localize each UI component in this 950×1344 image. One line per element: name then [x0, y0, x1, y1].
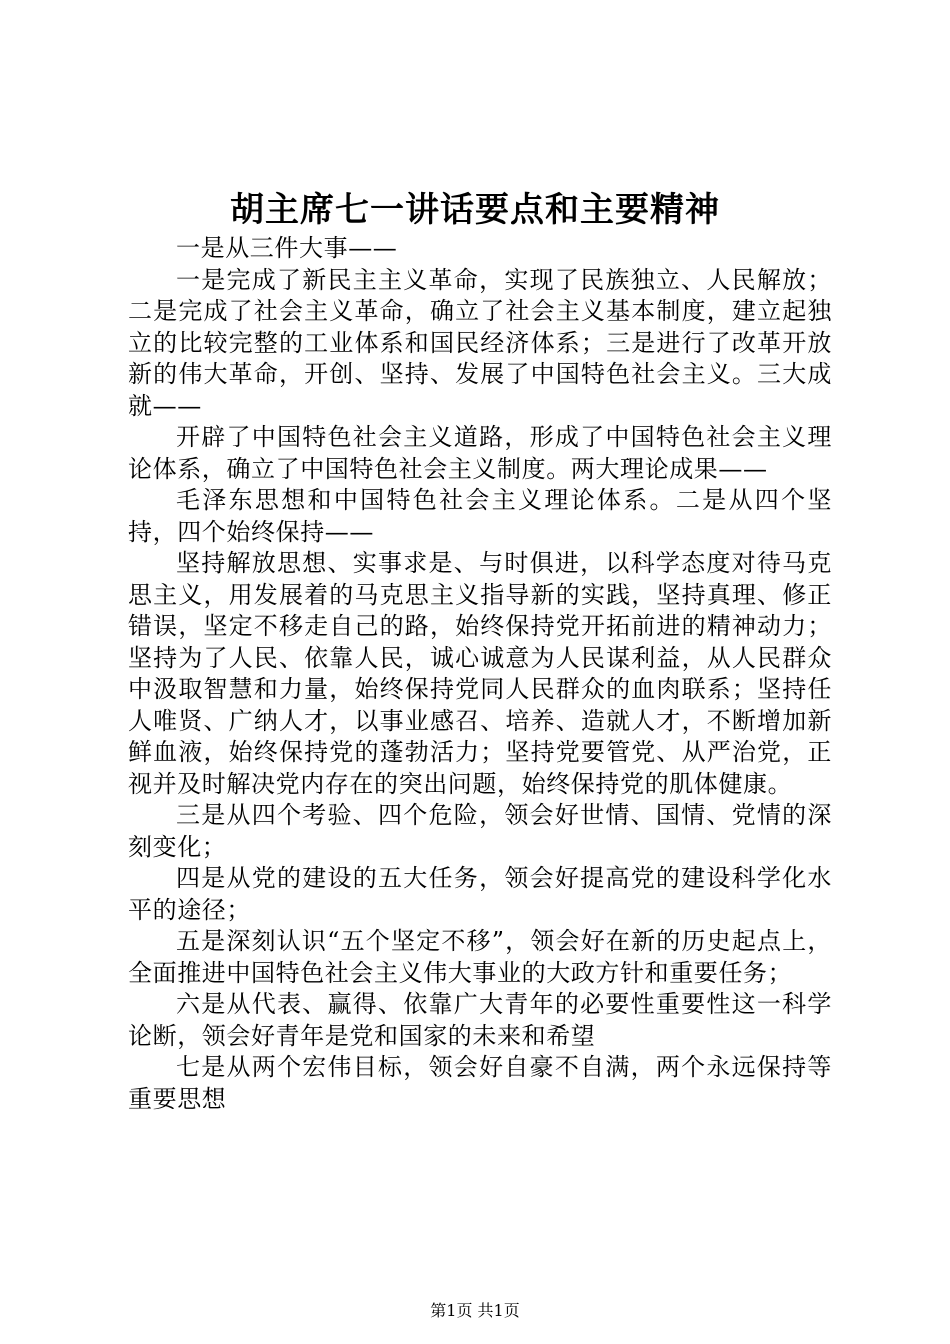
document-title: 胡主席七一讲话要点和主要精神: [230, 190, 720, 230]
document-body: [128, 233, 832, 1115]
paragraph: 六是从代表、赢得、依靠广大青年的必要性重要性这一科学论断，领会好青年是党和国家的未来和希望: [128, 990, 832, 1050]
paragraph: 坚持解放思想、实事求是、与时俱进，以科学态度对待马克思主义，用发展着的马克思主义指导新的实践，坚持真理、修正错误，坚定不移走自己的路，始终保持党开拓前进的精神动力；坚持为了人民、依靠人民，诚心诚意为人民谋利益，从人民群众中汲取智慧和力量，始终保持党同人民群众的血肉联系；坚持任人唯贤、广纳人才，以事业感召、培养、造就人才，不断增加新鲜血液，始终保持党的蓬勃活力；坚持党要管党、从严治党，正视并及时解决党内存在的突出问题，始终保持党的肌体健康。: [128, 549, 832, 798]
paragraph: 五是深刻认识“五个坚定不移”，领会好在新的历史起点上，全面推进中国特色社会主义伟大事业的大政方针和重要任务；: [128, 927, 832, 987]
paragraph: 开辟了中国特色社会主义道路，形成了中国特色社会主义理论体系，确立了中国特色社会主义制度。两大理论成果——: [128, 423, 832, 483]
paragraph: 毛泽东思想和中国特色社会主义理论体系。二是从四个坚持，四个始终保持——: [128, 486, 832, 546]
paragraph: 一是从三件大事——: [176, 234, 398, 262]
page-number-footer: 第1页 共1页: [430, 1301, 520, 1320]
paragraph: 一是完成了新民主主义革命，实现了民族独立、人民解放；二是完成了社会主义革命，确立了社会主义基本制度，建立起独立的比较完整的工业体系和国民经济体系；三是进行了改革开放新的伟大革命，开创、坚持、发展了中国特色社会主义。三大成就——: [128, 265, 832, 420]
paragraph: 三是从四个考验、四个危险，领会好世情、国情、党情的深刻变化；: [128, 801, 832, 861]
paragraph: 七是从两个宏伟目标，领会好自豪不自满，两个永远保持等重要思想: [128, 1053, 832, 1113]
paragraph: 四是从党的建设的五大任务，领会好提高党的建设科学化水平的途径；: [128, 864, 832, 924]
